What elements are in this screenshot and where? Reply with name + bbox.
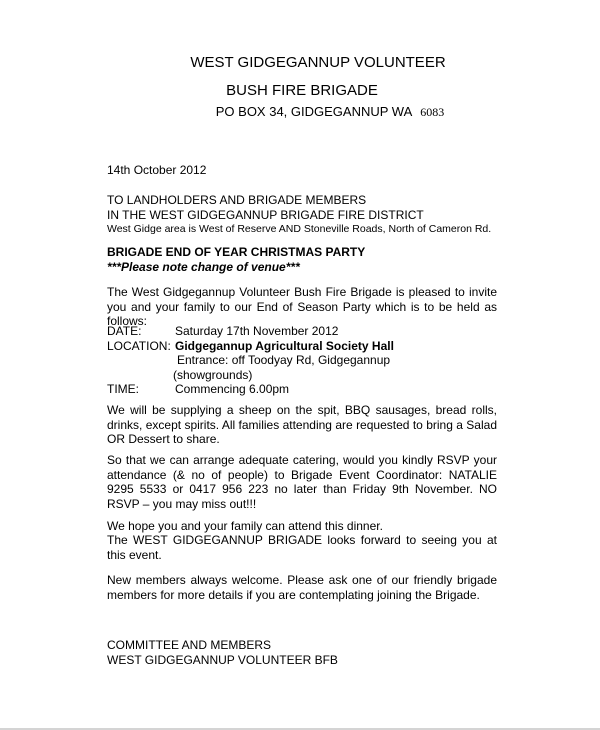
location-row xyxy=(107,339,497,354)
postcode: 6083 xyxy=(420,105,445,119)
location-value: Gidgegannup Agricultural Society Hall xyxy=(175,338,394,353)
hope-block xyxy=(107,519,497,534)
location-label: LOCATION: xyxy=(107,338,171,353)
subject-block xyxy=(107,245,497,274)
food-paragraph: We will be supplying a sheep on the spit, BBQ sausages, bread rolls, drinks, except spirits. All families attending are requested to bring a Salad OR Dessert to share. xyxy=(107,403,497,447)
time-label: TIME: xyxy=(107,382,139,397)
recipients-line-3: West Gidge area is West of Reserve AND Stoneville Roads, North of Cameron Rd. xyxy=(107,223,492,236)
hope-line: We hope you and your family can attend this dinner. xyxy=(107,519,383,533)
address-text: PO BOX 34, GIDGEGANNUP WA xyxy=(215,104,413,119)
signoff-line-1: COMMITTEE AND MEMBERS xyxy=(107,638,272,652)
date-row xyxy=(107,324,497,339)
subject-title: BRIGADE END OF YEAR CHRISTMAS PARTY xyxy=(107,245,366,259)
time-row xyxy=(107,382,497,397)
letter-date xyxy=(107,163,497,178)
time-value: Commencing 6.00pm xyxy=(175,382,290,397)
subject-note: ***Please note change of venue*** xyxy=(107,259,300,274)
recipients-line-2: IN THE WEST GIDGEGANNUP BRIGADE FIRE DISTRICT xyxy=(107,207,424,222)
recipients-line-1: TO LANDHOLDERS AND BRIGADE MEMBERS xyxy=(107,193,367,207)
signoff-line-2: WEST GIDGEGANNUP VOLUNTEER BFB xyxy=(107,652,338,667)
intro-paragraph: The West Gidgegannup Volunteer Bush Fire Brigade is pleased to invite you and your family to our End of Season Party which is to be held as follows: xyxy=(107,285,497,329)
rsvp-paragraph: So that we can arrange adequate catering, would you kindly RSVP your attendance (& no of people) to Brigade Event Coordinator: NATALIE 9295 5533 or 0417 956 223 no later than Friday 9th November. NO RSVP – you may miss out!!! xyxy=(107,453,497,511)
letterhead-address xyxy=(30,103,600,121)
recipients-block xyxy=(107,193,497,237)
letterhead-line-2: BUSH FIRE BRIGADE xyxy=(226,82,378,99)
date-label: DATE: xyxy=(107,324,142,338)
letterhead-line-1: WEST GIDGEGANNUP VOLUNTEER xyxy=(190,54,446,71)
date-text: 14th October 2012 xyxy=(107,163,207,177)
entrance-line: Entrance: off Toodyay Rd, Gidgegannup xyxy=(177,353,391,368)
event-details xyxy=(107,324,497,397)
forward-paragraph: The WEST GIDGEGANNUP BRIGADE looks forward to seeing you at this event. xyxy=(107,533,497,562)
members-paragraph: New members always welcome. Please ask one of our friendly brigade members for more details if you are contemplating joining the Brigade. xyxy=(107,573,497,602)
date-value: Saturday 17th November 2012 xyxy=(175,324,339,338)
signoff-block xyxy=(107,638,497,667)
showgrounds-line: (showgrounds) xyxy=(173,367,253,382)
